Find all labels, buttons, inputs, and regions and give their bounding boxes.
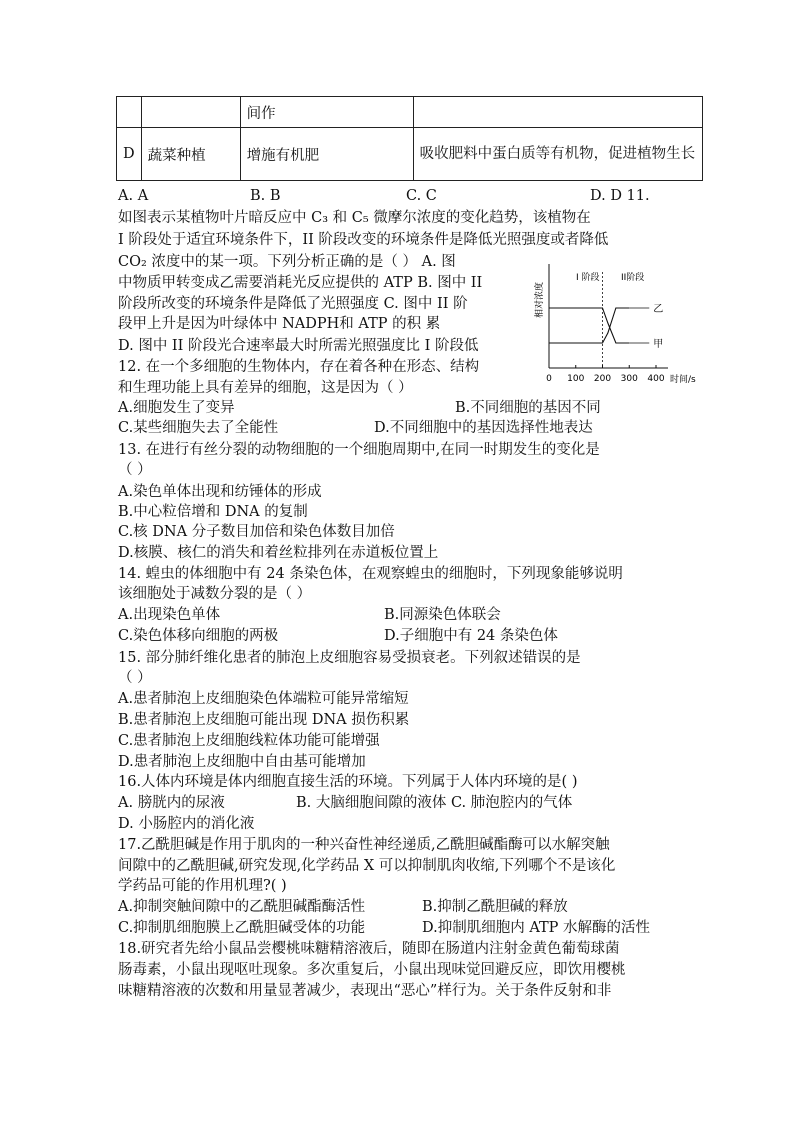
option-b: B. B: [250, 188, 281, 204]
series-label-2: 乙: [653, 304, 664, 315]
q18-line: 18.研究者先给小鼠品尝樱桃味糖精溶液后，随即在肠道内注射金黄色葡萄球菌: [118, 941, 620, 957]
q17-line: 17.乙酰胆碱是作用于肌肉的一种兴奋性神经递质,乙酰胆碱酯酶可以水解突触: [118, 837, 610, 853]
q17-line: 间隙中的乙酰胆碱,研究发现,化学药品 X 可以抑制肌肉收缩,下列哪个不是该化: [118, 858, 616, 874]
x-tick-label: 100: [567, 374, 585, 384]
series-line-2: [549, 308, 629, 343]
option-a: A. A: [118, 188, 149, 204]
table-cell: [141, 97, 240, 128]
q11-line: 中物质甲转变成乙需要消耗光反应提供的 ATP B. 图中 II: [118, 275, 483, 291]
option-d: D.子细胞中有 24 条染色体: [384, 628, 558, 644]
y-axis-label: 相对浓度: [535, 281, 545, 319]
option-a: A.染色单体出现和纺锤体的形成: [118, 484, 322, 500]
stage-label-2: II阶段: [621, 273, 645, 283]
option-d: D.不同细胞中的基因选择性地表达: [374, 420, 593, 436]
x-tick-label: 200: [593, 374, 612, 384]
option-a: A.患者肺泡上皮细胞染色体端粒可能异常缩短: [118, 691, 409, 707]
table-cell: 增施有机肥: [240, 128, 413, 181]
q11-line: D. 图中 II 阶段光合速率最大时所需光照强度比 I 阶段低: [118, 338, 479, 354]
option-b: B.中心粒倍增和 DNA 的复制: [118, 504, 308, 520]
x-tick-label: 0: [546, 374, 552, 384]
series-line-1: [549, 308, 629, 343]
x-tick-label: 400: [647, 374, 665, 384]
option-b: B.抑制乙酰胆碱的释放: [422, 899, 568, 915]
table-row: [117, 128, 703, 181]
option-d: D. D 11.: [590, 188, 650, 204]
q11-line: I 阶段处于适宜环境条件下，II 阶段改变的环境条件是降低光照强度或者降低: [118, 232, 609, 248]
stage-label-1: I 阶段: [576, 273, 600, 283]
q14-line: 14. 蝗虫的体细胞中有 24 条染色体，在观察蝗虫的细胞时，下列现象能够说明: [118, 566, 623, 582]
option-c: C.抑制肌细胞膜上乙酰胆碱受体的功能: [118, 920, 366, 936]
option-b: B.同源染色体联会: [384, 607, 501, 623]
table-cell: D: [117, 128, 142, 181]
table-cell: 吸收肥料中蛋白质等有机物，促进植物生长: [413, 128, 702, 181]
q15-line: 15. 部分肺纤维化患者的肺泡上皮细胞容易受损衰老。下列叙述错误的是: [118, 650, 581, 666]
option-c: C.染色体移向细胞的两极: [118, 628, 279, 644]
q14-line: 该细胞处于减数分裂的是（ ）: [118, 586, 312, 602]
option-c: C.某些细胞失去了全能性: [118, 420, 279, 436]
table-cell: 蔬菜种植: [141, 128, 240, 181]
option-d: D. 小肠腔内的消化液: [118, 816, 255, 832]
table-cell: [413, 97, 702, 128]
q13-line: 13. 在进行有丝分裂的动物细胞的一个细胞周期中,在同一时期发生的变化是: [118, 442, 600, 458]
option-b: B.不同细胞的基因不同: [455, 400, 601, 416]
q11-line: CO₂ 浓度中的某一项。下列分析正确的是（ ） A. 图: [118, 254, 456, 270]
concentration-chart: [528, 258, 708, 392]
q11-line: 阶段所改变的环境条件是降低了光照强度 C. 图中 II 阶: [118, 296, 468, 312]
option-c: C.患者肺泡上皮细胞线粒体功能可能增强: [118, 733, 380, 749]
x-axis-label: 时间/s: [670, 375, 696, 385]
q12-line: 12. 在一个多细胞的生物体内，存在着各种在形态、结构: [118, 359, 480, 375]
x-tick-label: 300: [620, 374, 638, 384]
table-row: [117, 97, 703, 128]
q13-line: （ ）: [118, 462, 152, 478]
q18-line: 肠毒素，小鼠出现呕吐现象。多次重复后，小鼠出现味觉回避反应，即饮用樱桃: [118, 962, 626, 978]
option-b: B. 大脑细胞间隙的液体 C. 肺泡腔内的气体: [296, 795, 573, 811]
table-cell: 间作: [240, 97, 413, 128]
option-c: C.核 DNA 分子数目加倍和染色体数目加倍: [118, 524, 395, 540]
q17-line: 学药品可能的作用机理?( ): [118, 878, 287, 894]
option-d: D.核膜、核仁的消失和着丝粒排列在赤道板位置上: [118, 545, 439, 561]
q11-line: 段甲上升是因为叶绿体中 NADPH和 ATP 的积 累: [118, 316, 441, 332]
top-table: [116, 96, 703, 181]
table-cell: [117, 97, 142, 128]
option-a: A.出现染色单体: [118, 607, 221, 623]
option-a: A.细胞发生了变异: [118, 400, 235, 416]
option-b: B.患者肺泡上皮细胞可能出现 DNA 损伤积累: [118, 712, 410, 728]
q16-line: 16.人体内环境是体内细胞直接生活的环境。下列属于人体内环境的是( ): [118, 774, 578, 790]
option-a: A. 膀胱内的尿液: [118, 795, 225, 811]
option-a: A.抑制突触间隙中的乙酰胆碱酯酶活性: [118, 899, 366, 915]
option-c: C. C: [406, 188, 437, 204]
q15-line: （ ）: [118, 670, 152, 686]
option-d: D.抑制肌细胞内 ATP 水解酶的活性: [422, 920, 651, 936]
q12-line: 和生理功能上具有差异的细胞，这是因为（ ）: [118, 380, 413, 396]
q18-line: 味糖精溶液的次数和用量显著减少，表现出“恶心”样行为。关于条件反射和非: [118, 983, 612, 999]
q11-line: 如图表示某植物叶片暗反应中 C₃ 和 C₅ 微摩尔浓度的变化趋势，该植物在: [118, 210, 591, 226]
series-label-1: 甲: [653, 339, 664, 350]
option-d: D.患者肺泡上皮细胞中自由基可能增加: [118, 754, 366, 770]
